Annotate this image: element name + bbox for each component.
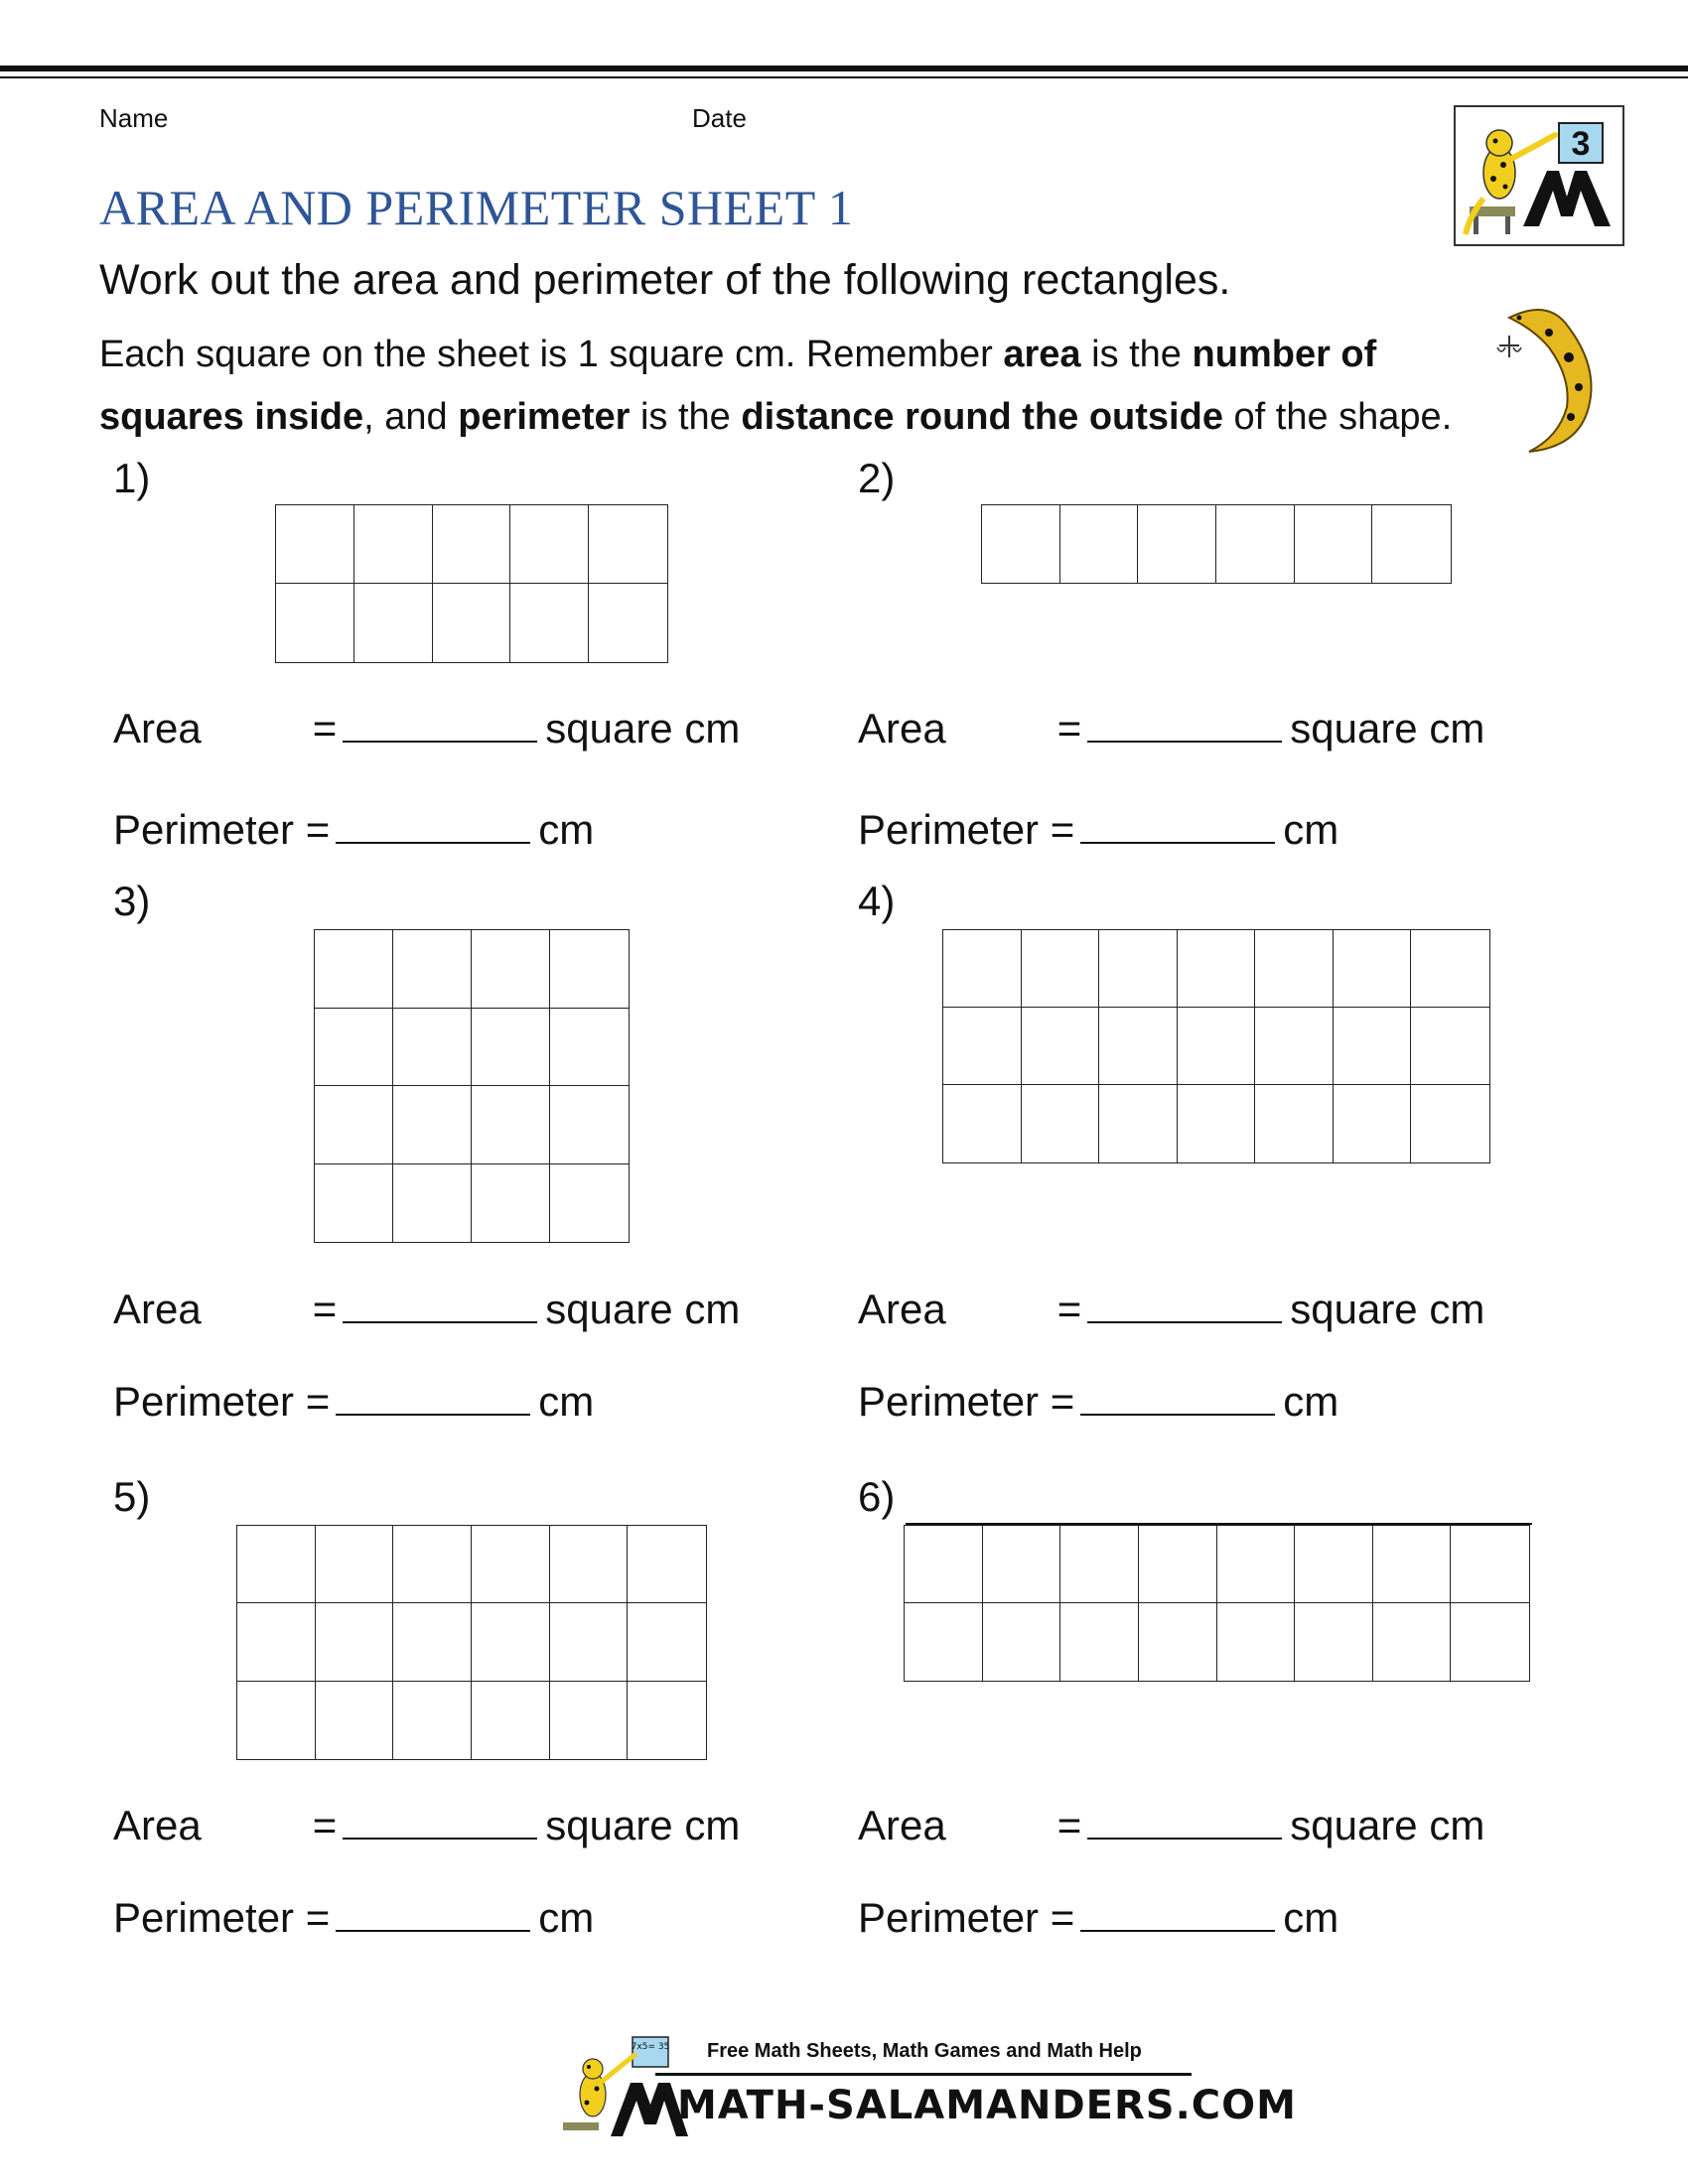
grid-square: [510, 505, 589, 584]
grid-square: [983, 1603, 1061, 1681]
name-label: Name: [99, 103, 169, 133]
grid-square: [1139, 1603, 1217, 1681]
problem-4-grid: [942, 929, 1490, 1163]
grid-square: [1255, 1085, 1334, 1162]
grid-square: [943, 1085, 1022, 1162]
grid-square: [1334, 1008, 1412, 1085]
grid-square: [550, 930, 629, 1009]
problem-2-area-blank[interactable]: [1087, 705, 1282, 743]
grid-square: [1255, 930, 1334, 1008]
grid-square: [628, 1526, 706, 1603]
grid-square: [1022, 1008, 1100, 1085]
grid-square: [905, 1526, 983, 1603]
problem-6-perimeter-blank[interactable]: [1080, 1894, 1275, 1932]
grid-square: [316, 1682, 394, 1759]
grid-square: [393, 1603, 472, 1681]
grid-square: [943, 930, 1022, 1008]
grid-square: [1178, 930, 1256, 1008]
grid-square: [1099, 1085, 1178, 1162]
problem-3-area-blank[interactable]: [343, 1286, 537, 1323]
problem-4-label: 4): [858, 878, 896, 924]
instructions-main: Work out the area and perimeter of the following rectangles.: [99, 256, 1231, 304]
grid-square: [1060, 505, 1139, 583]
problem-1-perimeter-blank[interactable]: [336, 806, 530, 844]
grid-square: [315, 1164, 393, 1243]
problem-4-perimeter: Perimeter = cm: [858, 1378, 1339, 1425]
problem-3-grid: [314, 929, 630, 1243]
problem-5-label: 5): [113, 1473, 151, 1520]
grid-square: [1022, 1085, 1100, 1162]
grid-square: [1178, 1085, 1256, 1162]
problem-3-area: Area = square cm: [113, 1286, 741, 1332]
grid-square: [983, 1526, 1061, 1603]
grid-square: [1216, 505, 1295, 583]
grid-square: [1295, 505, 1373, 583]
grid-square: [472, 1526, 550, 1603]
salamander-scales-icon: [1489, 288, 1638, 462]
problem-4-perimeter-blank[interactable]: [1080, 1378, 1275, 1416]
grid-square: [393, 1009, 472, 1087]
footer-badge-text: 7x5= 35: [631, 2042, 670, 2052]
grid-square: [393, 1682, 472, 1759]
problem-5-area-blank[interactable]: [343, 1802, 537, 1840]
grid-square: [1411, 1085, 1489, 1162]
problem-3-label: 3): [113, 878, 151, 924]
grid-square: [315, 1086, 393, 1164]
grid-square: [472, 1086, 550, 1164]
grid-square: [510, 584, 589, 662]
grid-square: [472, 930, 550, 1009]
grid-square: [943, 1008, 1022, 1085]
grid-square: [433, 584, 511, 662]
problem-5-perimeter-blank[interactable]: [336, 1894, 530, 1932]
page-title: AREA AND PERIMETER SHEET 1: [99, 180, 854, 235]
problem-4-area-blank[interactable]: [1087, 1286, 1282, 1323]
grid-square: [905, 1603, 983, 1681]
grid-square: [315, 930, 393, 1009]
problem-5-grid: [236, 1525, 707, 1760]
problem-6-perimeter: Perimeter = cm: [858, 1894, 1339, 1941]
grid-square: [472, 1009, 550, 1087]
grid-square: [589, 584, 667, 662]
footer-tagline: Free Math Sheets, Math Games and Math Help: [707, 2040, 1142, 2062]
salamander-teacher-icon: [1456, 107, 1622, 244]
grid-square: [1295, 1526, 1373, 1603]
grade-logo: [1454, 105, 1624, 246]
grid-square: [237, 1603, 316, 1681]
grid-square: [1022, 930, 1100, 1008]
grid-square: [1255, 1008, 1334, 1085]
problem-1-label: 1): [113, 455, 151, 501]
grid-square: [1451, 1603, 1529, 1681]
problem-2-perimeter-blank[interactable]: [1080, 806, 1275, 844]
grid-square: [472, 1603, 550, 1681]
problem-2-label: 2): [858, 455, 896, 501]
grid-square: [628, 1682, 706, 1759]
date-label: Date: [692, 103, 747, 133]
grid-square: [1138, 505, 1216, 583]
grid-square: [237, 1682, 316, 1759]
grid-square: [433, 505, 511, 584]
problem-6-area-blank[interactable]: [1087, 1802, 1282, 1840]
grid-square: [472, 1164, 550, 1243]
top-rule-thick: [0, 66, 1688, 71]
problem-6-grid: [904, 1525, 1530, 1682]
problem-3-perimeter: Perimeter = cm: [113, 1378, 595, 1425]
problem-5-perimeter: Perimeter = cm: [113, 1894, 595, 1941]
grid-square: [316, 1603, 394, 1681]
grid-square: [237, 1526, 316, 1603]
grid-square: [628, 1603, 706, 1681]
grid-square: [276, 584, 354, 662]
grid-square: [316, 1526, 394, 1603]
grid-square: [1060, 1526, 1139, 1603]
problem-2-grid: [981, 504, 1452, 584]
grid-square: [1372, 505, 1451, 583]
grid-square: [589, 505, 667, 584]
grid-square: [1178, 1008, 1256, 1085]
grid-square: [472, 1682, 550, 1759]
grid-square: [1099, 1008, 1178, 1085]
problem-6-label: 6): [858, 1473, 896, 1520]
problem-2-area: Area = square cm: [858, 705, 1485, 751]
grid-square: [550, 1682, 629, 1759]
problem-5-area: Area = square cm: [113, 1802, 741, 1848]
grid-square: [1451, 1526, 1529, 1603]
grid-square: [315, 1009, 393, 1087]
grid-square: [1373, 1526, 1452, 1603]
grid-square: [276, 505, 354, 584]
footer-divider: [655, 2073, 1192, 2076]
grid-square: [1139, 1526, 1217, 1603]
problem-6-area: Area = square cm: [858, 1802, 1485, 1848]
problem-2-perimeter: Perimeter = cm: [858, 806, 1339, 853]
grid-square: [1334, 930, 1412, 1008]
problem-3-perimeter-blank[interactable]: [336, 1378, 530, 1416]
grid-square: [1411, 930, 1489, 1008]
grid-square: [1099, 930, 1178, 1008]
grid-square: [1060, 1603, 1139, 1681]
grid-square: [393, 1086, 472, 1164]
problem-1-perimeter: Perimeter = cm: [113, 806, 595, 853]
grid-square: [1411, 1008, 1489, 1085]
top-rule-thin: [0, 76, 1688, 78]
problem-1-area-blank[interactable]: [343, 705, 537, 743]
grid-square: [393, 1526, 472, 1603]
grid-square: [1217, 1526, 1296, 1603]
grid-square: [1295, 1603, 1373, 1681]
grid-square: [550, 1526, 629, 1603]
grid-square: [550, 1603, 629, 1681]
grid-square: [354, 505, 433, 584]
grid-square: [393, 1164, 472, 1243]
grid-square: [1334, 1085, 1412, 1162]
grid-square: [1217, 1603, 1296, 1681]
grid-square: [982, 505, 1060, 583]
grid-square: [550, 1009, 629, 1087]
grade-number: 3: [1571, 125, 1591, 163]
grid-square: [354, 584, 433, 662]
grid-square: [393, 930, 472, 1009]
footer-site-link[interactable]: MATH-SALAMANDERS.COM: [677, 2083, 1297, 2128]
problem-1-area: Area = square cm: [113, 705, 741, 751]
grid-square: [550, 1086, 629, 1164]
grid-square: [1373, 1603, 1452, 1681]
problem-1-grid: [275, 504, 668, 663]
problem-4-area: Area = square cm: [858, 1286, 1485, 1332]
grid-square: [550, 1164, 629, 1243]
instructions-detail: Each square on the sheet is 1 square cm. Remember area is the number of squares inside, and perimeter is the distance round the outside of the shape.: [99, 334, 1453, 438]
